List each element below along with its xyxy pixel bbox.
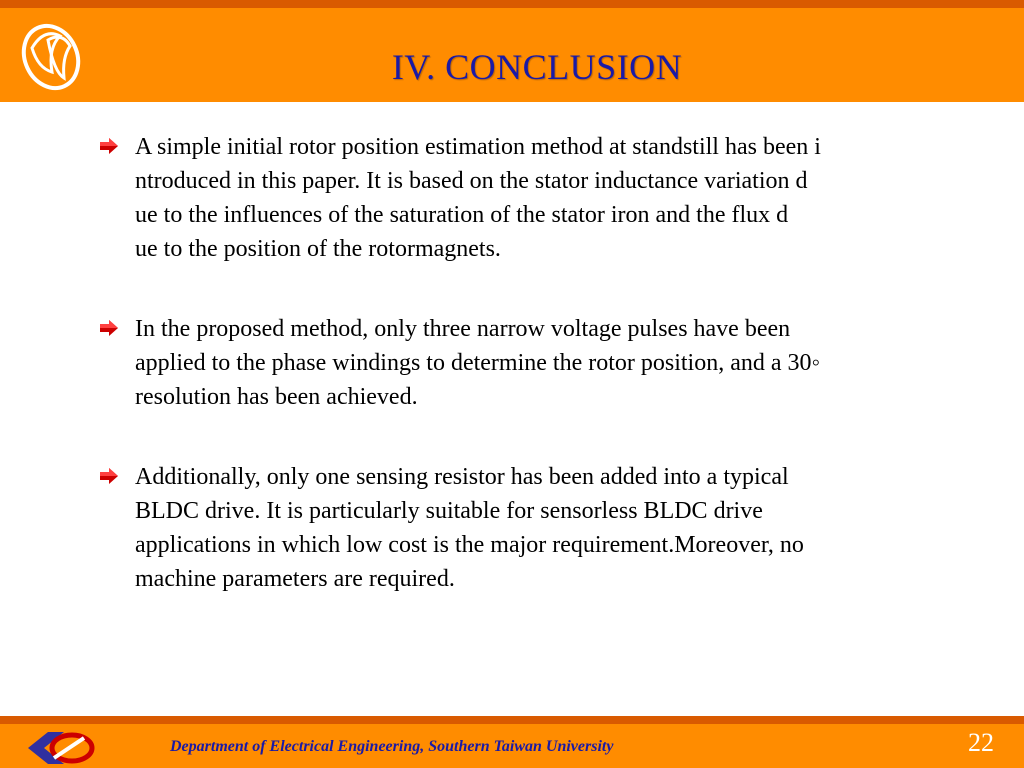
slide-title: IV. CONCLUSION — [391, 47, 683, 87]
page-number: 22 — [968, 728, 994, 757]
footer-top-strip — [0, 716, 1024, 724]
arrow-bullet-icon — [100, 138, 118, 154]
arrow-bullet-icon — [100, 468, 118, 484]
header-top-strip — [0, 0, 1024, 8]
bullet-text: Additionally, only one sensing resistor has been added into a typical BLDC drive. It is particularly suitable for sensorless BLDC drive applications in which low cost is the major requirement.Moreover, no machine parameters are required. — [135, 464, 804, 592]
department-name: Department of Electrical Engineering, Southern Taiwan University — [170, 738, 614, 755]
bullet-item — [100, 312, 960, 414]
university-logo-icon — [24, 728, 98, 768]
bullet-item — [100, 130, 960, 266]
bullet-text: In the proposed method, only three narrow voltage pulses have been applied to the phase windings to determine the rotor position, and a 30◦ resolution has been achieved. — [135, 316, 821, 410]
bullet-list — [100, 130, 960, 596]
slide-header — [0, 8, 1024, 102]
bullet-text: A simple initial rotor position estimation method at standstill has been i ntroduced in this paper. It is based on the stator inductance variation d ue to the influences of the saturation of the stator iron and the flux d ue to the position of the rotormagnets. — [135, 134, 821, 262]
arrow-bullet-icon — [100, 320, 118, 336]
bullet-item — [100, 460, 960, 596]
slide-footer — [0, 724, 1024, 768]
